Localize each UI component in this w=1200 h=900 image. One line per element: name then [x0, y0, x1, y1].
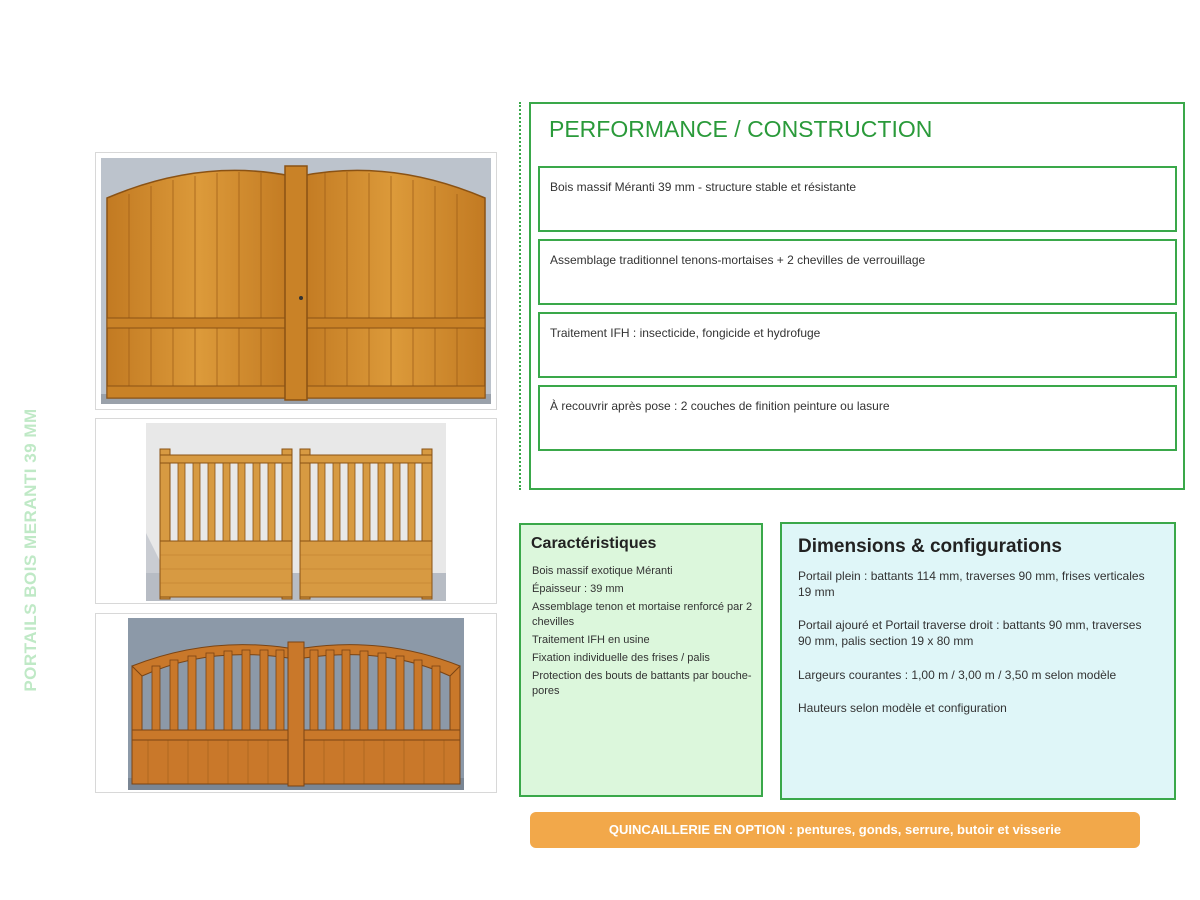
performance-title: PERFORMANCE / CONSTRUCTION — [549, 116, 933, 142]
caracteristiques-title: Caractéristiques — [531, 535, 657, 552]
performance-row: À recouvrir après pose : 2 couches de finition peinture ou lasure — [538, 385, 1177, 451]
performance-row: Traitement IFH : insecticide, fongicide et hydrofuge — [538, 312, 1177, 378]
openwork-gate-image — [146, 423, 446, 601]
photo-arched-gate — [95, 613, 497, 793]
dimensions-panel — [780, 522, 1176, 800]
list-item: Bois massif exotique Méranti — [532, 565, 673, 577]
photo-openwork-gate — [95, 418, 497, 604]
side-title: PORTAILS BOIS MERANTI 39 MM — [21, 408, 40, 692]
hardware-option-banner: QUINCAILLERIE EN OPTION : pentures, gonds, serrure, butoir et visserie — [530, 812, 1140, 848]
dimensions-paragraph: Portail ajouré et Portail traverse droit : battants 90 mm, traverses 90 mm, palis section 19 x 80 mm — [798, 618, 1142, 648]
full-gate-image — [101, 158, 491, 404]
dimensions-paragraph: Portail plein : battants 114 mm, traverses 90 mm, frises verticales 19 mm — [798, 569, 1145, 599]
list-item: Épaisseur : 39 mm — [532, 583, 624, 595]
list-item: Fixation individuelle des frises / palis — [532, 652, 710, 664]
caracteristiques-list — [532, 564, 754, 702]
performance-dotted-edge — [519, 102, 525, 490]
performance-row: Bois massif Méranti 39 mm - structure stable et résistante — [538, 166, 1177, 232]
list-item: Protection des bouts de battants par bouche-pores — [532, 670, 752, 697]
list-item: Traitement IFH en usine — [532, 634, 650, 646]
performance-row: Assemblage traditionnel tenons-mortaises + 2 chevilles de verrouillage — [538, 239, 1177, 305]
dimensions-title: Dimensions & configurations — [798, 536, 1062, 557]
dimensions-paragraph: Largeurs courantes : 1,00 m / 3,00 m / 3,50 m selon modèle — [798, 668, 1117, 682]
dimensions-paragraph: Hauteurs selon modèle et configuration — [798, 701, 1007, 715]
list-item: Assemblage tenon et mortaise renforcé par 2 chevilles — [532, 601, 753, 628]
arched-gate-image — [128, 618, 464, 790]
photo-full-gate — [95, 152, 497, 410]
